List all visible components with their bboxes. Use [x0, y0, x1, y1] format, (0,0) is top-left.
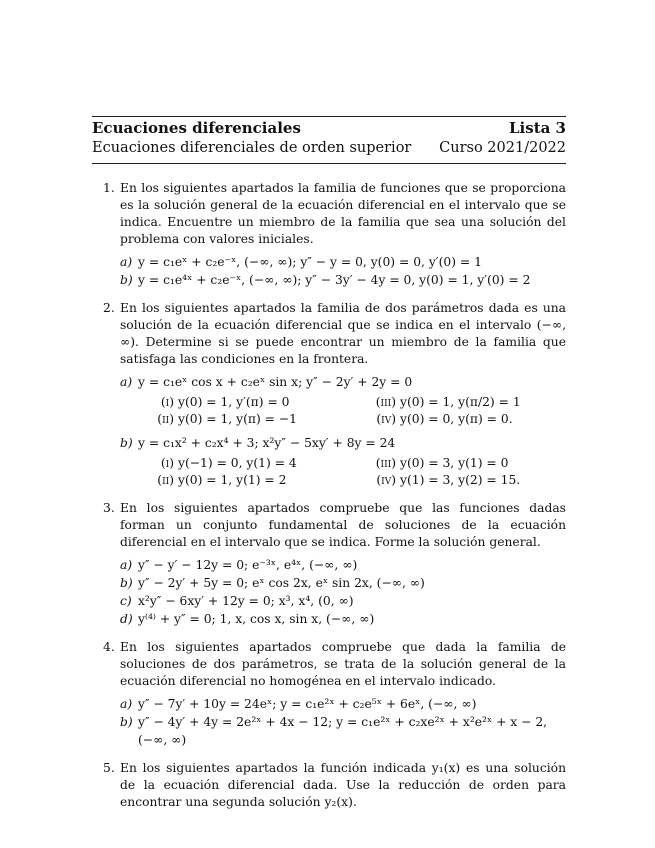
condition-expression: y(1) = 3, y(2) = 15. — [400, 473, 521, 487]
problem-statement: En los siguientes apartados compruebe que las funciones dadas forman un conjunto fundamental de soluciones de la ecuación diferencial en el intervalo que se indica. Forme la solución general. — [120, 501, 566, 549]
problem-item — [120, 610, 566, 628]
list-number: Lista 3 — [509, 119, 566, 137]
problem-statement: En los siguientes apartados la familia de funciones que se proporciona es la solución general de la ecuación diferencial en el intervalo que se indica. Encuentre un miembro de la familia que sea una solución del problema con valores iniciales. — [120, 181, 566, 246]
condition-numeral: (i) — [160, 456, 174, 470]
problem-statement: En los siguientes apartados la familia de dos parámetros dada es una solución de la ecuación diferencial que se indica en el intervalo (−∞, ∞). Determine si se puede encontrar un miembro de la familia que satisfaga las condiciones en la frontera. — [120, 301, 566, 366]
problem-number: 4. — [103, 640, 115, 654]
header-top-rule — [92, 116, 566, 117]
condition-expression: y(0) = 1, y(1) = 2 — [178, 473, 287, 487]
item-label: b) — [120, 576, 133, 590]
boundary-condition — [360, 411, 590, 428]
problem-5 — [92, 760, 566, 811]
document-header — [92, 116, 566, 164]
condition-expression: y(0) = 0, y(π) = 0. — [400, 412, 513, 426]
problem-item — [120, 253, 566, 271]
item-label: b) — [120, 715, 133, 729]
item-expression: y = c₁eˣ + c₂e⁻ˣ, (−∞, ∞); y″ − y = 0, y(0) = 0, y′(0) = 1 — [138, 255, 482, 269]
boundary-condition — [138, 455, 360, 472]
problem-item — [120, 434, 566, 452]
condition-numeral: (iv) — [376, 473, 396, 487]
item-expression: y″ − 2y′ + 5y = 0; eˣ cos 2x, eˣ sin 2x, (−∞, ∞) — [138, 576, 425, 590]
boundary-condition — [360, 455, 590, 472]
problem-3 — [92, 500, 566, 628]
condition-numeral: (iv) — [376, 412, 396, 426]
problem-item — [120, 592, 566, 610]
boundary-condition — [360, 394, 590, 411]
problem-item — [120, 373, 566, 391]
item-expression: y = c₁x² + c₂x⁴ + 3; x²y″ − 5xy′ + 8y = 24 — [138, 436, 396, 450]
item-expression: y″ − y′ − 12y = 0; e⁻³ˣ, e⁴ˣ, (−∞, ∞) — [138, 558, 358, 572]
problem-2 — [92, 300, 566, 489]
condition-numeral: (ii) — [157, 412, 174, 426]
boundary-condition — [138, 472, 360, 489]
problem-items — [120, 695, 566, 749]
item-expression: y = c₁eˣ cos x + c₂eˣ sin x; y″ − 2y′ + 2y = 0 — [138, 375, 413, 389]
problem-number: 2. — [103, 301, 115, 315]
problem-statement: En los siguientes apartados la función indicada y₁(x) es una solución de la ecuación diferencial dada. Use la reducción de orden para encontrar una segunda solución y₂(x). — [120, 761, 566, 809]
item-expression: y = c₁e⁴ˣ + c₂e⁻ˣ, (−∞, ∞); y″ − 3y′ − 4y = 0, y(0) = 1, y′(0) = 2 — [138, 273, 531, 287]
item-label: c) — [120, 594, 132, 608]
problem-number: 5. — [103, 761, 115, 775]
item-label: a) — [120, 697, 133, 711]
problem-item — [120, 574, 566, 592]
header-bottom-rule — [92, 163, 566, 164]
item-label: a) — [120, 375, 133, 389]
boundary-conditions — [138, 394, 566, 428]
condition-expression: y(−1) = 0, y(1) = 4 — [178, 456, 297, 470]
item-label: a) — [120, 255, 133, 269]
problem-items — [120, 253, 566, 289]
problem-1 — [92, 180, 566, 289]
item-expression: y″ − 7y′ + 10y = 24eˣ; y = c₁e²ˣ + c₂e⁵ˣ + 6eˣ, (−∞, ∞) — [138, 697, 477, 711]
boundary-condition — [138, 411, 360, 428]
item-label: a) — [120, 558, 133, 572]
problem-item — [120, 271, 566, 289]
boundary-condition — [360, 472, 590, 489]
problem-item — [120, 695, 566, 713]
problem-items — [120, 556, 566, 628]
item-expression: y″ − 4y′ + 4y = 2e²ˣ + 4x − 12; y = c₁e²ˣ + c₂xe²ˣ + x²e²ˣ + x − 2, (−∞, ∞) — [138, 715, 548, 747]
condition-numeral: (ii) — [157, 473, 174, 487]
problem-statement: En los siguientes apartados compruebe que dada la familia de soluciones de dos parámetros, se trata de la solución general de la ecuación diferencial no homogénea en el intervalo indicado. — [120, 640, 566, 688]
problem-4 — [92, 639, 566, 749]
problem-items — [120, 373, 566, 489]
problem-number: 1. — [103, 181, 115, 195]
problem-item — [120, 713, 566, 749]
item-label: b) — [120, 436, 133, 450]
course-title: Ecuaciones diferenciales — [92, 119, 301, 137]
condition-expression: y(0) = 1, y(π/2) = 1 — [400, 395, 521, 409]
item-expression: y⁽⁴⁾ + y″ = 0; 1, x, cos x, sin x, (−∞, ∞) — [138, 612, 375, 626]
boundary-condition — [138, 394, 360, 411]
condition-numeral: (iii) — [375, 456, 396, 470]
academic-year: Curso 2021/2022 — [439, 140, 566, 156]
boundary-conditions — [138, 455, 566, 489]
item-label: d) — [120, 612, 133, 626]
condition-numeral: (i) — [160, 395, 174, 409]
condition-expression: y(0) = 1, y(π) = −1 — [178, 412, 297, 426]
problem-list — [92, 180, 566, 822]
topic-title: Ecuaciones diferenciales de orden superior — [92, 140, 412, 156]
problem-item — [120, 556, 566, 574]
item-label: b) — [120, 273, 133, 287]
item-expression: x²y″ − 6xy′ + 12y = 0; x³, x⁴, (0, ∞) — [138, 594, 354, 608]
condition-expression: y(0) = 3, y(1) = 0 — [400, 456, 509, 470]
condition-numeral: (iii) — [375, 395, 396, 409]
problem-number: 3. — [103, 501, 115, 515]
condition-expression: y(0) = 1, y′(π) = 0 — [178, 395, 290, 409]
